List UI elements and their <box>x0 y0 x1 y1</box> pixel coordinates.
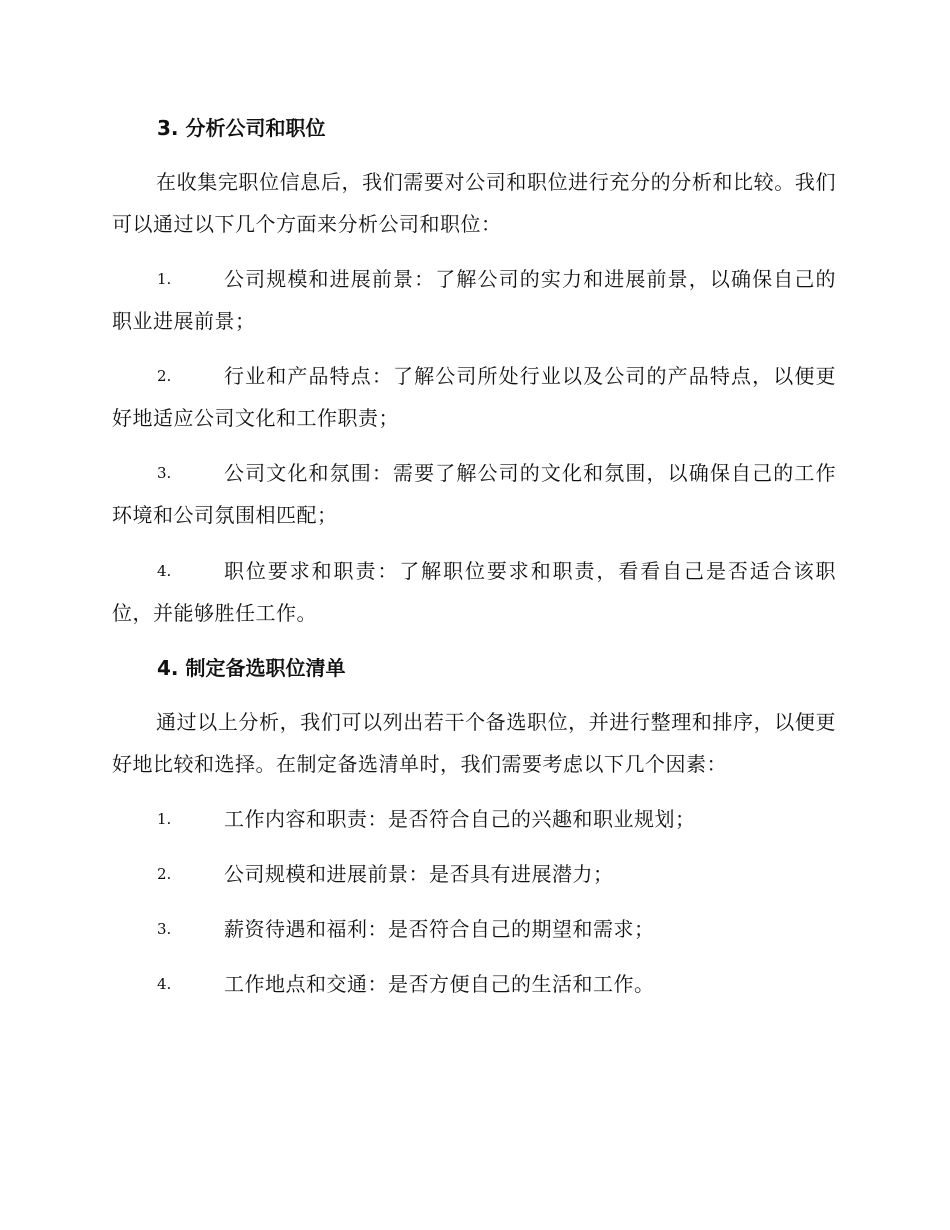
section-4-item-3 <box>112 908 836 950</box>
list-item-text: 公司规模和进展前景：是否具有进展潜力； <box>224 862 614 886</box>
section-3-item-4 <box>112 550 836 634</box>
list-number: 1. <box>157 270 172 288</box>
section-4-item-1 <box>112 798 836 840</box>
section-4-heading: 4. 制定备选职位清单 <box>157 656 346 680</box>
list-item-text: 行业和产品特点：了解公司所处行业以及公司的产品特点，以便更好地适应公司文化和工作职责； <box>112 364 836 430</box>
list-item-text: 公司文化和氛围：需要了解公司的文化和氛围，以确保自己的工作环境和公司氛围相匹配； <box>112 461 836 527</box>
section-3-intro: 在收集完职位信息后，我们需要对公司和职位进行充分的分析和比较。我们可以通过以下几个方面来分析公司和职位： <box>112 170 836 236</box>
list-number: 1. <box>157 810 172 828</box>
section-4-intro: 通过以上分析，我们可以列出若干个备选职位，并进行整理和排序，以便更好地比较和选择。在制定备选清单时，我们需要考虑以下几个因素： <box>112 710 836 776</box>
list-item-text: 职位要求和职责：了解职位要求和职责，看看自己是否适合该职位，并能够胜任工作。 <box>112 559 836 625</box>
section-3-item-1 <box>112 258 836 342</box>
list-number: 3. <box>157 920 172 938</box>
section-3-item-2 <box>112 355 836 439</box>
section-4-item-2 <box>112 853 836 895</box>
section-4-item-4 <box>112 963 836 1005</box>
list-number: 4. <box>157 562 172 580</box>
list-item-text: 公司规模和进展前景：了解公司的实力和进展前景，以确保自己的职业进展前景； <box>112 267 836 333</box>
list-item-text: 工作地点和交通：是否方便自己的生活和工作。 <box>224 972 655 996</box>
list-number: 2. <box>157 865 172 883</box>
section-3-item-3 <box>112 452 836 536</box>
section-3-heading: 3. 分析公司和职位 <box>157 116 326 140</box>
list-number: 4. <box>157 975 172 993</box>
list-number: 2. <box>157 367 172 385</box>
list-item-text: 工作内容和职责：是否符合自己的兴趣和职业规划； <box>224 807 696 831</box>
list-number: 3. <box>157 464 172 482</box>
list-item-text: 薪资待遇和福利：是否符合自己的期望和需求； <box>224 917 655 941</box>
